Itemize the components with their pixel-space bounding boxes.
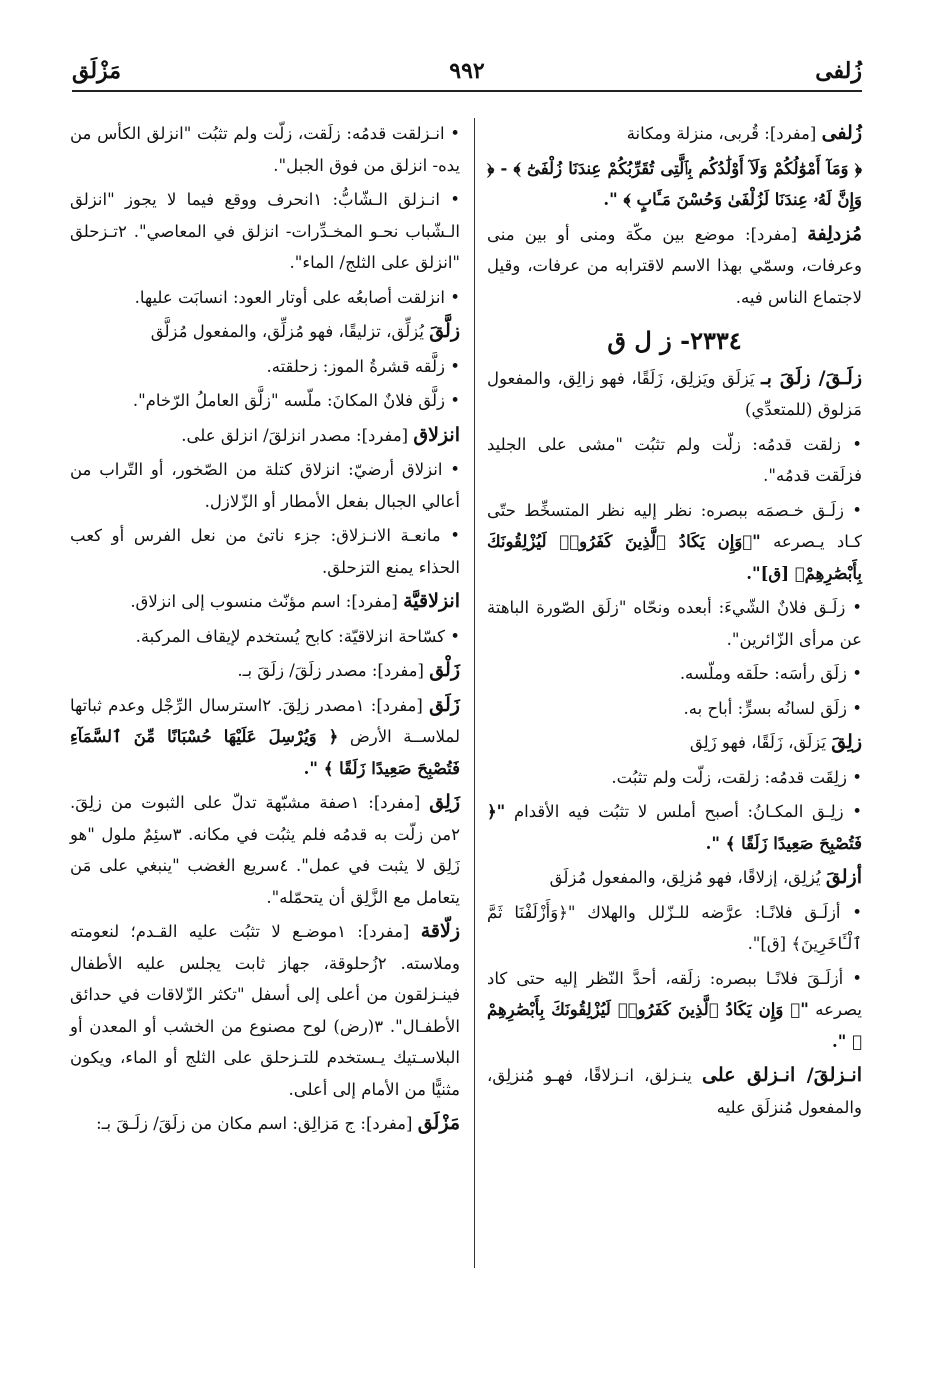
quranic-quote: "﴿وَإِن يَكَادُ ٱلَّذِينَ كَفَرُوا۟ لَيُزْلِقُونَكَ بِأَبْصَٰرِهِمْ﴾ [ق]". — [487, 532, 862, 583]
quranic-quote: "﴿ فَتُصْبِحَ صَعِيدًا زَلَقًا ﴾ ". — [487, 802, 862, 853]
dictionary-entry — [70, 621, 460, 653]
headword: زلّاقة — [420, 920, 460, 942]
entry-text: ينـزلق، انـزلاقًا، فهـو مُنزلِق، والمفعول مُنزلَق عليه — [487, 1066, 862, 1117]
entry-text: • زلَق لسانُه بسرٍّ: أباح به. — [683, 698, 862, 718]
entry-text: [مفرد]: قُربى، منزلة ومكانة — [626, 124, 822, 143]
dictionary-entry — [487, 762, 862, 794]
dictionary-entry — [487, 658, 862, 690]
dictionary-entry — [487, 796, 862, 859]
dictionary-entry — [70, 184, 460, 279]
entry-text: يَزلَق، زَلَقًا، فهو زَلِق — [689, 733, 832, 752]
headword: انزلاق — [413, 423, 460, 446]
dictionary-entry — [70, 118, 460, 181]
entry-text: • انـزلق الـشّابُّ: ١انحرف ووقع فيما لا يجوز "انزلق الـشّباب نحـو المخـدِّرات- انزلق في المعاصي". ٢تـزحلق "انزلق على الثلج/ الماء". — [70, 190, 460, 272]
headword: انزلاقيَّة — [403, 590, 460, 612]
entry-text: • زلِقَت قدمُه: زلقت، زلّت ولم تثبُت. — [611, 767, 862, 787]
dictionary-entry — [70, 916, 460, 1105]
entry-text: • زلَق رأسَه: حلَقه وملّسه. — [679, 664, 862, 683]
entry-text: • انزلقت أصابعُه على أوتار العود: انسابَت عليها. — [134, 287, 460, 307]
entry-text: • زلَـق خـصمَه ببصره: نظر إليه نظر المتسخِّط حتّى كـاد يـصرعه — [487, 500, 862, 551]
entry-text: • انـزلقت قدمُه: زلَقت، زلّت ولم تثبُت "انزلق الكأس من يده- انزلق من فوق الجبل". — [70, 124, 460, 175]
dictionary-entry — [70, 787, 460, 913]
dictionary-entry — [487, 727, 862, 759]
quranic-quote: "﴿ وَإِن يَكَادُ ٱلَّذِينَ كَفَرُوا۟ لَيُزْلِقُونَكَ بِأَبْصَٰرِهِمْ ﴾ ". — [487, 1000, 862, 1051]
entry-text: [مفرد]: ١مصدر زلِقَ. ٢استرسال الرِّجْل وعدم ثباتها لملاســة الأرض — [70, 695, 460, 746]
header-guide-word-left: مَزْلَق — [72, 58, 121, 84]
dictionary-entry — [487, 118, 862, 150]
dictionary-entry — [487, 153, 862, 216]
dictionary-entry — [70, 586, 460, 618]
header-guide-word-right: زُلفى — [815, 58, 862, 84]
dictionary-entry — [70, 385, 460, 417]
headword: زَلْق — [429, 659, 460, 681]
entry-text: • زلَّق فلانٌ المكانَ: ملّسه "زلَّق العاملُ الرّخام". — [132, 391, 460, 410]
dictionary-entry — [70, 655, 460, 687]
entry-text: • أزلَـقَ فلانًـا ببصره: زلَقه، أحدَّ النّظر إليه حتى كاد يصرعه — [487, 968, 862, 1019]
dictionary-entry — [487, 897, 862, 960]
dictionary-entry — [487, 693, 862, 725]
left-column — [70, 118, 460, 1143]
page-header — [72, 50, 862, 92]
dictionary-entry — [487, 363, 862, 426]
headword: زُلفى — [821, 122, 862, 144]
headword: زلِقَ — [831, 731, 862, 753]
entry-text: يُزلِّق، تزليقًا، فهو مُزلِّق، والمفعول مُزلَّق — [150, 322, 430, 341]
dictionary-entry — [487, 219, 862, 314]
headword: زلَـقَ/ زلَقَ بـ — [761, 366, 863, 389]
entry-text: • زلقت قدمُه: زلّت ولم تثبُت "مشى على الجليد فزلَقت قدمُه". — [487, 434, 862, 485]
entry-text: [مفرد]: ١موضـع لا تثبُت عليه القـدم؛ لنعومته وملاسته. ٢زُحلوقة، جهاز ثابت يجلس عليه الأطفال فينـزلقون من أعلى إلى أسفل "تكثر الزّلاقات في حدائق الأطفـال". ٣(رض) لوح مصنوع من الخشب أو المعدن أو البلاسـتيك يـستخدم للتـزحلق على الثلج أو الماء، ويكون مثنيًّا من الأمام إلى أعلى. — [70, 922, 461, 1099]
entry-text: • أزلَـق فلانًـا: عرَّضه للـزّلل والهلاك "﴿وَأَزْلَفْنَا ثَمَّ ٱلْـَٔاخَرِينَ﴾ [ق]". — [487, 902, 862, 953]
dictionary-entry — [70, 316, 460, 348]
dictionary-entry — [487, 1060, 862, 1123]
entry-text: • زلِـق المكـانُ: أصبح أملس لا تثبُت فيه الأقدام — [505, 802, 862, 821]
dictionary-entry — [70, 454, 460, 517]
entry-text: [مفرد]: موضع بين مكّة ومنى أو بين منى وعرفات، وسمّي بهذا الاسم لاقترابه من عرفات، وقيل لاجتماع الناس فيه. — [487, 224, 862, 307]
entry-text: يُزلِق، إزلاقًا، فهو مُزلِق، والمفعول مُزلَق — [549, 868, 826, 887]
dictionary-entry — [70, 420, 460, 452]
entry-text: [مفرد]: ١صفة مشبّهة تدلّ على الثبوت من زلِقَ. ٢من زلّت به قدمُه فلم يثبُت في مكانه. ٣سئِمٌ ملول "هو زَلِق لا يثبت في عمل". ٤سريع الغضب "ينبغي على مَن يتعامل مع الزَّلِق أن يتحمّله". — [70, 793, 460, 907]
entry-text: • زلَـق فلانٌ الشّيءَ: أبعده ونحّاه "زلَق الصّورة الباهتة عن مرأى الزّائرين". — [487, 598, 862, 649]
dictionary-entry — [70, 282, 460, 314]
entry-text: • مانعـة الانـزلاق: جزء ناتئ من نعل الفرس أو كعب الحذاء يمنع التزحلق. — [70, 526, 460, 577]
dictionary-entry — [487, 592, 862, 655]
entry-text: [مفرد]: مصدر زلَقَ/ زلَقَ بـ. — [237, 661, 430, 680]
headword: زَلِق — [429, 791, 460, 813]
headword: أزلقَ — [825, 866, 862, 888]
entry-text: يَزلَق ويَزلِق، زَلَقًا، فهو زالِق، والمفعول مَزلوق (للمتعدِّي) — [487, 368, 862, 419]
headword: زلَّقَ — [429, 320, 460, 342]
right-column — [487, 118, 862, 1126]
entry-text: [مفرد]: اسم مؤنّث منسوب إلى انزلاق. — [130, 592, 404, 611]
dictionary-entry — [487, 429, 862, 492]
quranic-quote: ﴿ وَمَآ أَمْوَٰلُكُمْ وَلَآ أَوْلَٰدُكُم بِٱلَّتِى تُقَرِّبُكُمْ عِندَنَا زُلْفَىٰٓ ﴾ - ﴿ وَإِنَّ لَهُۥ عِندَنَا لَزُلْفَىٰ وَحُسْنَ مَـَٔابٍ ﴾ ". — [487, 158, 862, 209]
dictionary-entry — [70, 351, 460, 383]
dictionary-entry — [70, 1108, 460, 1140]
dictionary-entry — [487, 495, 862, 590]
headword: انـزلقَ/ انـزلق على — [701, 1064, 862, 1086]
entry-text: • كسّاحة انزلاقيّة: كابح يُستخدم لإيقاف المركبة. — [135, 626, 460, 646]
dictionary-entry — [70, 690, 460, 785]
dictionary-entry — [487, 862, 862, 894]
entry-text: • انزلاق أرضيّ: انزلاق كتلة من الصّخور، أو التّراب من أعالي الجبال بفعل الأمطار أو الزّلازل. — [70, 460, 460, 511]
root-heading: ٢٣٣٤- ز ل ق — [607, 326, 742, 355]
dictionary-entry — [70, 520, 460, 583]
quranic-quote: ﴿ وَيُرْسِلَ عَلَيْهَا حُسْبَانًا مِّنَ ٱلسَّمَآءِ فَتُصْبِحَ صَعِيدًا زَلَقًا ﴾ ". — [70, 727, 460, 778]
headword: زَلَق — [429, 693, 460, 716]
page-number: ٩٩٢ — [449, 58, 485, 84]
entry-text: [مفرد]: ج مَزالِق: اسم مكان من زلَقَ/ زلَـقَ بـ: — [96, 1114, 418, 1133]
dictionary-entry — [487, 963, 862, 1058]
entry-text: [مفرد]: مصدر انزلقَ/ انزلق على. — [181, 425, 414, 445]
column-divider — [474, 118, 475, 1268]
headword: مُزدلِفة — [807, 222, 862, 245]
entry-text: • زلَّقه قشرةُ الموز: زحلقته. — [266, 356, 460, 376]
headword: مَزْلَق — [417, 1112, 460, 1134]
